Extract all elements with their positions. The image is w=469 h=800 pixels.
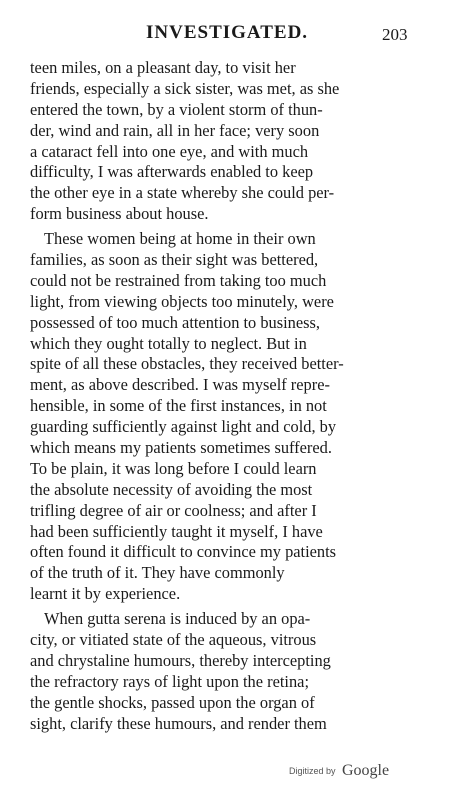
- text-line: entered the town, by a violent storm of thun-: [30, 99, 323, 119]
- text-line: possessed of too much attention to business,: [30, 312, 320, 332]
- text-line: city, or vitiated state of the aqueous, vitrous: [30, 630, 317, 650]
- text-line: guarding sufficiently against light and cold, by: [30, 417, 337, 437]
- text-line: which means my patients sometimes suffered.: [30, 438, 332, 458]
- paragraph: [30, 609, 430, 734]
- text-line: der, wind and rain, all in her face; very soon: [30, 120, 320, 140]
- text-line: spite of all these obstacles, they received better-: [30, 354, 344, 374]
- text-line: hensible, in some of the first instances, in not: [30, 396, 327, 416]
- text-line: friends, especially a sick sister, was met, as she: [30, 78, 340, 98]
- text-line: the other eye in a state whereby she could per-: [30, 183, 335, 203]
- text-line: When gutta serena is induced by an opa-: [44, 609, 311, 629]
- text-line: To be plain, it was long before I could learn: [30, 458, 317, 478]
- text-line: of the truth of it. They have commonly: [30, 563, 285, 583]
- text-line: which they ought totally to neglect. But in: [30, 333, 307, 353]
- text-line: the absolute necessity of avoiding the most: [30, 479, 313, 499]
- text-line: often found it difficult to convince my patients: [30, 542, 337, 562]
- text-line: sight, clarify these humours, and render them: [30, 713, 327, 733]
- text-line: trifling degree of air or coolness; and after I: [30, 500, 317, 520]
- paragraph: [30, 229, 430, 605]
- text-line: teen miles, on a pleasant day, to visit her: [30, 58, 296, 77]
- text-line: These women being at home in their own: [44, 229, 316, 249]
- text-line: could not be restrained from taking too much: [30, 270, 327, 290]
- body-text: [30, 58, 430, 735]
- text-line: had been sufficiently taught it myself, I have: [30, 521, 323, 541]
- text-line: and chrystaline humours, thereby intercepting: [30, 650, 331, 670]
- paragraph: [30, 58, 430, 225]
- text-line: a cataract fell into one eye, and with much: [30, 141, 309, 161]
- digitization-watermark: [289, 762, 389, 780]
- text-line: ment, as above described. I was myself repre-: [30, 375, 330, 395]
- page-number: 203: [382, 25, 408, 44]
- text-line: light, from viewing objects too minutely, were: [30, 291, 334, 311]
- text-line: difficulty, I was afterwards enabled to keep: [30, 162, 314, 182]
- digitized-by-label: Digitized by: [289, 766, 336, 776]
- page-header: [0, 22, 469, 50]
- text-line: learnt it by experience.: [30, 584, 181, 604]
- text-line: the refractory rays of light upon the retina;: [30, 671, 309, 691]
- running-head: INVESTIGATED.: [146, 22, 309, 43]
- google-logo: Google: [341, 762, 390, 779]
- text-line: families, as soon as their sight was bettered,: [30, 250, 319, 270]
- text-line: form business about house.: [30, 204, 209, 224]
- text-line: the gentle shocks, passed upon the organ of: [30, 692, 315, 712]
